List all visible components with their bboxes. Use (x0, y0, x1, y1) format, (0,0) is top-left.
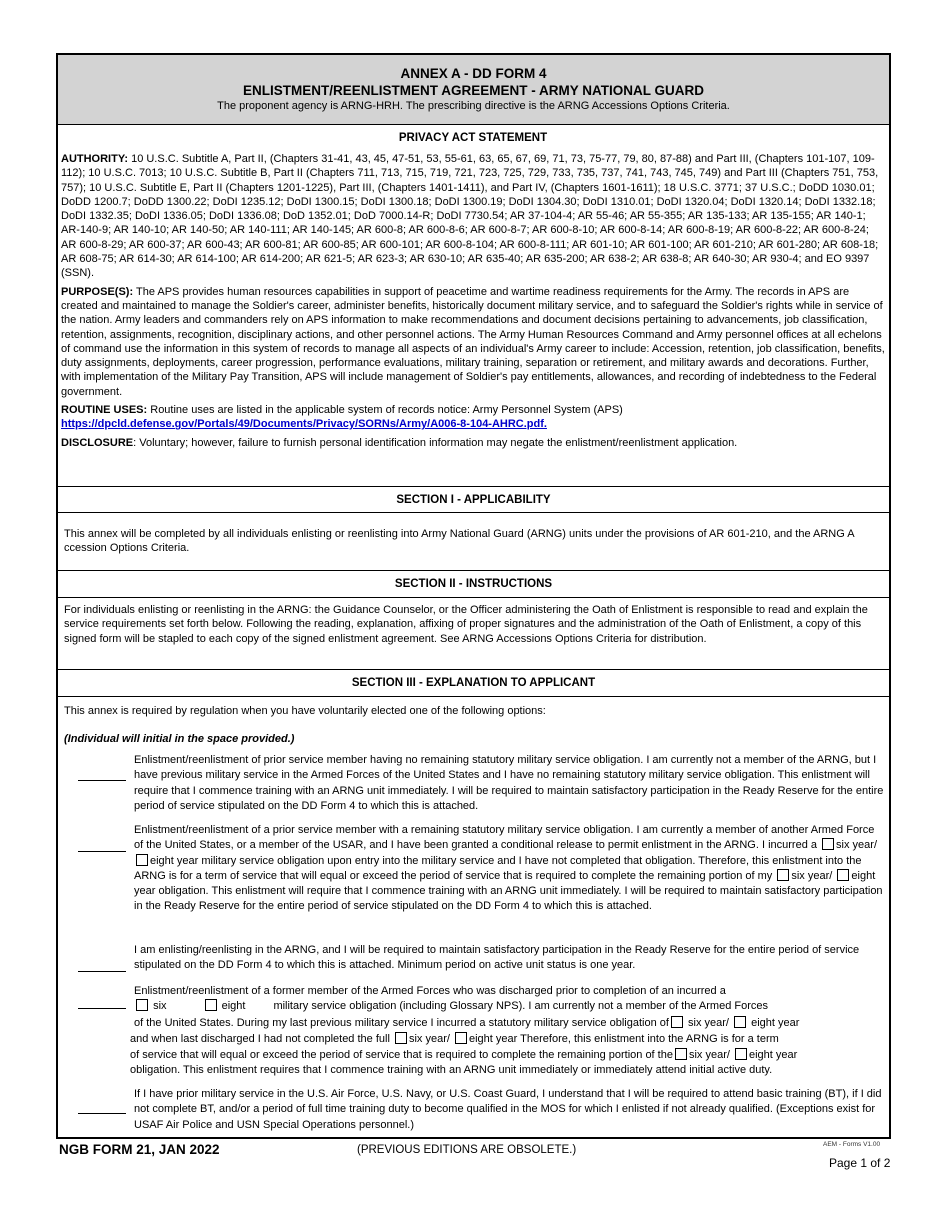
checkbox-six-year-5[interactable] (675, 1048, 687, 1060)
routine-uses-paragraph (61, 403, 885, 432)
purpose-label: PURPOSE(S): (61, 285, 134, 298)
initials-field-option-5[interactable] (78, 1113, 126, 1114)
checkbox-six-1[interactable] (136, 999, 148, 1011)
option-3-text: I am enlisting/reenlisting in the ARNG, and I will be required to maintain satisfactory participation in the Ready Reserve for the entire period of service stipulated on the DD Form 4 to which this is attached. Minimum period on active unit status is one year. (134, 944, 860, 972)
aem-version: AEM - Forms V1.00 (823, 1141, 881, 1148)
privacy-title: PRIVACY ACT STATEMENT (398, 132, 548, 144)
option-1-text: Enlistment/reenlistment of prior service member having no remaining statutory military service obligation. I am currently not a member of the ARNG, but I have previous military service in the Armed Forces of the United States and I have no remaining statutory military service obligation. This enlistment will require that I commence training with an ARNG unit immediately. I will be required to maintain satisfactory participation in the Ready Reserve for the entire period of service stipulated on the DD Form 4 to which this is attached. (134, 754, 884, 812)
previous-editions-note: (PREVIOUS EDITIONS ARE OBSOLETE.) (357, 1144, 577, 1156)
section-1-body (58, 513, 889, 571)
page-number: Page 1 of 2 (829, 1156, 891, 1170)
disclosure-paragraph (61, 436, 885, 450)
privacy-act-section (58, 125, 889, 487)
section-3-intro: This annex is required by regulation when you have voluntarily elected one of the following options: (64, 705, 546, 717)
purpose-text: The APS provides human resources capabilities in support of peacetime and wartime readiness requirements for the Army. The records in APS are created and maintained to manage the Soldier's career, administer benefits, historically document military service, and to safeguard the Soldier's rights while in service of the nation. Army leaders and commanders rely on APS information to make recommendations and document decisions pertaining to advancements, job classification, retention, assignments, recognition, disciplinary actions, and other personnel actions. The Army Human Resources Command and Army personnel offices at all echelons of command use the information in this system of records to manage all aspects of an individual's Army career to include: Accession, retention, job classification, benefits, duty assignments, deployments, career progression, performance evaluations, military training, separation or retirement, and military awards and decorations. Further, with implementation of the Military Pay Transition, APS will include management of Soldier's pay entitlements, allowances, and recording of indebtedness to the Federal government. (61, 285, 885, 398)
form-title: ENLISTMENT/REENLISTMENT AGREEMENT - ARMY NATIONAL GUARD (243, 83, 704, 98)
option-4-text-c: of the United States. During my last previous military service I incurred a statutory military service obligation of (134, 1017, 669, 1029)
checkbox-six-year-1[interactable] (822, 838, 834, 850)
section-2-header (58, 571, 889, 598)
six-year-label-1: six year/ (836, 839, 878, 852)
eight-label-1: eight (221, 1000, 246, 1012)
routine-uses-label: ROUTINE USES: (61, 404, 148, 417)
section-3-header (58, 670, 889, 697)
option-2-text-a: Enlistment/reenlistment of a prior service member with a remaining statutory military service obligation. I am currently a member of another Armed Force of the United States, or a member of the USAR, and I have been granted a conditional release to permit enlistment in the ARNG. I incurred a (134, 824, 875, 852)
checkbox-six-year-2[interactable] (777, 869, 789, 881)
eight-year-label-4: eight year (469, 1033, 518, 1045)
option-4-text-e: Therefore, this enlistment into the ARNG is for a term (517, 1033, 779, 1045)
authority-text: 10 U.S.C. Subtitle A, Part II, (Chapters 31-41, 43, 45, 47-51, 53, 55-61, 63, 65, 67, 69, 71, 73, 75-77, 79, 80, 87-88) and Part III, (Chapters 101-107, 109-112); 10 U.S.C. 7013; 10 U.S.C. Subtitle B, Part II (Chapters 711, 713, 715, 719, 721, 723, 725, 729, 733, 735, 737, 741, 743, 745, 749) and Part III (Chapters 751, 753, 757); 10 U.S.C. Subtitle E, Part II (Chapters 1201-1225), Part III, (Chapters 1401-1411), and Part IV, (Chapters 1601-1611); 18 U.S.C. 3771; 37 U.S.C.; DoDD 1030.01; DoDD 1200.7; DoDD 1300.22; DoDI 1235.12; DoDI 1300.15; DoDI 1300.18; DoDI 1300.19; DoDI 1304.30; DoDI 1310.01; DoDI 1320.04; DoDI 1320.14; DoDI 1332.18; DoDI 1332.35; DoDI 1336.05; DoDI 1336.08; DoD 1352.01; DoD 7000.14-R; DoDI 7730.54; AR 37-104-4; AR 55-46; AR 55-355; AR 135-133; AR 135-155; AR 140-1; AR-140-9; AR 140-10; AR 140-50; AR 140-111; AR 140-145; AR 600-8; AR 600-8-6; AR 600-8-7; AR 600-8-10; AR 600-8-14; AR 600-8-19; AR 600-8-22; AR 600-8-24; AR 600-8-29; AR 600-37; AR 600-43; AR 600-81; AR 600-85; AR 600-101; AR 600-8-104; AR 600-8-111; AR 601-10; AR 601-100; AR 601-210; AR 601-280; AR 608-18; AR 608-75; AR 614-30; AR 614-100; AR 614-200; AR 621-5; AR 623-3; AR 630-10; AR 635-40; AR 635-200; AR 638-2; AR 638-8; AR 640-30; AR 930-4; and EO 9397 (SSN). (61, 153, 879, 280)
six-year-label-2: six year/ (791, 869, 833, 882)
six-year-label-3: six year/ (688, 1017, 729, 1029)
applicability-text: This annex will be completed by all individuals enlisting or reenlisting into Army National Guard (ARNG) units under the provisions of AR 601-210, and the ARNG A ccession Options Criteria. (64, 528, 854, 555)
option-4-line-2 (134, 999, 886, 1014)
proponent-note: The proponent agency is ARNG-HRH. The prescribing directive is the ARNG Accessions Options Criteria. (217, 100, 730, 112)
six-year-label-5: six year/ (688, 1049, 730, 1061)
option-2-text (134, 823, 886, 915)
eight-year-label-2: eight year (134, 869, 876, 898)
section-1-header (58, 487, 889, 513)
initials-field-option-3[interactable] (78, 971, 126, 972)
eight-year-label-3: eight year (751, 1017, 800, 1029)
initials-field-option-2[interactable] (78, 851, 126, 852)
disclosure-text: : Voluntary; however, failure to furnish personal identification information may negate the enlistment/reenlistment application. (133, 436, 738, 449)
checkbox-eight-year-4[interactable] (455, 1032, 467, 1044)
option-5-text: If I have prior military service in the U.S. Air Force, U.S. Navy, or U.S. Coast Guard, I understand that I will be required to attend basic training (BT), if I did not complete BT, and/or a period of full time training duty to become qualified in the MOS for which I enlisted if not already qualified. (Exceptions exist for USAF Air Police and USN Special Operations personnel.) (134, 1088, 882, 1131)
sorn-link[interactable]: https://dpcld.defense.gov/Portals/49/Documents/Privacy/SORNs/Army/A006-8-104-AHRC.pdf. (61, 418, 547, 431)
option-4-text-f: of service that will equal or exceed the period of service that is required to complete the remaining portion of the (130, 1049, 673, 1061)
eight-year-label-1: eight year (150, 854, 199, 867)
authority-paragraph (61, 152, 885, 281)
routine-uses-text: Routine uses are listed in the applicable system of records notice: Army Personnel System (APS) (147, 404, 623, 417)
option-4-text-d: and when last discharged I had not completed the full (130, 1033, 390, 1045)
option-4-line-6: obligation. This enlistment requires that I commence training with an ARNG unit immediately or immediately attend initial active duty. (130, 1064, 773, 1076)
purpose-paragraph (61, 285, 885, 399)
section-1-title: SECTION I - APPLICABILITY (396, 494, 551, 506)
checkbox-eight-year-3[interactable] (734, 1016, 746, 1028)
form-number: NGB FORM 21, JAN 2022 (59, 1142, 220, 1157)
section-3-body (58, 697, 889, 747)
initials-field-option-4[interactable] (78, 1008, 126, 1009)
option-2-text-b: military service obligation upon entry into the military service and I have not completed that obligation. Therefore, this enlistment into the ARNG is for a term of service that will equal or exceed the period of service that is required to complete the remaining portion of my (134, 854, 862, 882)
form-annex-title: ANNEX A - DD FORM 4 (400, 66, 547, 81)
option-2-text-c: obligation. This enlistment will require that I commence training with an ARNG unit immediately. I will be required to maintain satisfactory participation in the Ready Reserve for the entire period of service stipulated on the DD Form 4 to which this is attached. (134, 885, 883, 913)
section-2-body (58, 598, 889, 670)
section-2-title: SECTION II - INSTRUCTIONS (394, 578, 553, 590)
checkbox-eight-year-1[interactable] (136, 854, 148, 866)
disclosure-label: DISCLOSURE (61, 436, 134, 449)
initial-instruction: (Individual will initial in the space provided.) (64, 733, 295, 746)
form-header (58, 55, 889, 125)
checkbox-six-year-4[interactable] (395, 1032, 407, 1044)
authority-label: AUTHORITY: (61, 153, 129, 165)
checkbox-six-year-3[interactable] (671, 1016, 683, 1028)
option-4-line-1: Enlistment/reenlistment of a former member of the Armed Forces who was discharged prior to completion of an incurred a (134, 985, 726, 997)
form-frame (56, 53, 891, 1139)
section-3-title: SECTION III - EXPLANATION TO APPLICANT (351, 677, 596, 689)
checkbox-eight-year-2[interactable] (837, 869, 849, 881)
checkbox-eight-1[interactable] (205, 999, 217, 1011)
instructions-text: For individuals enlisting or reenlisting in the ARNG: the Guidance Counselor, or the Officer administering the Oath of Enlistment is responsible to read and explain the service requirements set forth below. Following the reading, explanation, affixing of proper signatures and the administration of the Oath of Enlistment, a copy of this signed form will be stapled to each copy of the signed enlistment agreement. See ARNG Accessions Options Criteria for distribution. (64, 604, 868, 645)
option-4-line-4 (130, 1032, 890, 1047)
option-4-line-5 (130, 1048, 890, 1063)
eight-year-label-5: eight year (749, 1049, 798, 1061)
initials-field-option-1[interactable] (78, 780, 126, 781)
six-label-1: six (153, 1000, 167, 1012)
six-year-label-4: six year/ (408, 1033, 450, 1045)
option-4-line-3 (134, 1016, 894, 1031)
checkbox-eight-year-5[interactable] (735, 1048, 747, 1060)
option-4-text-b: military service obligation (including Glossary NPS). I am currently not a member of the Armed Forces (273, 1000, 769, 1012)
